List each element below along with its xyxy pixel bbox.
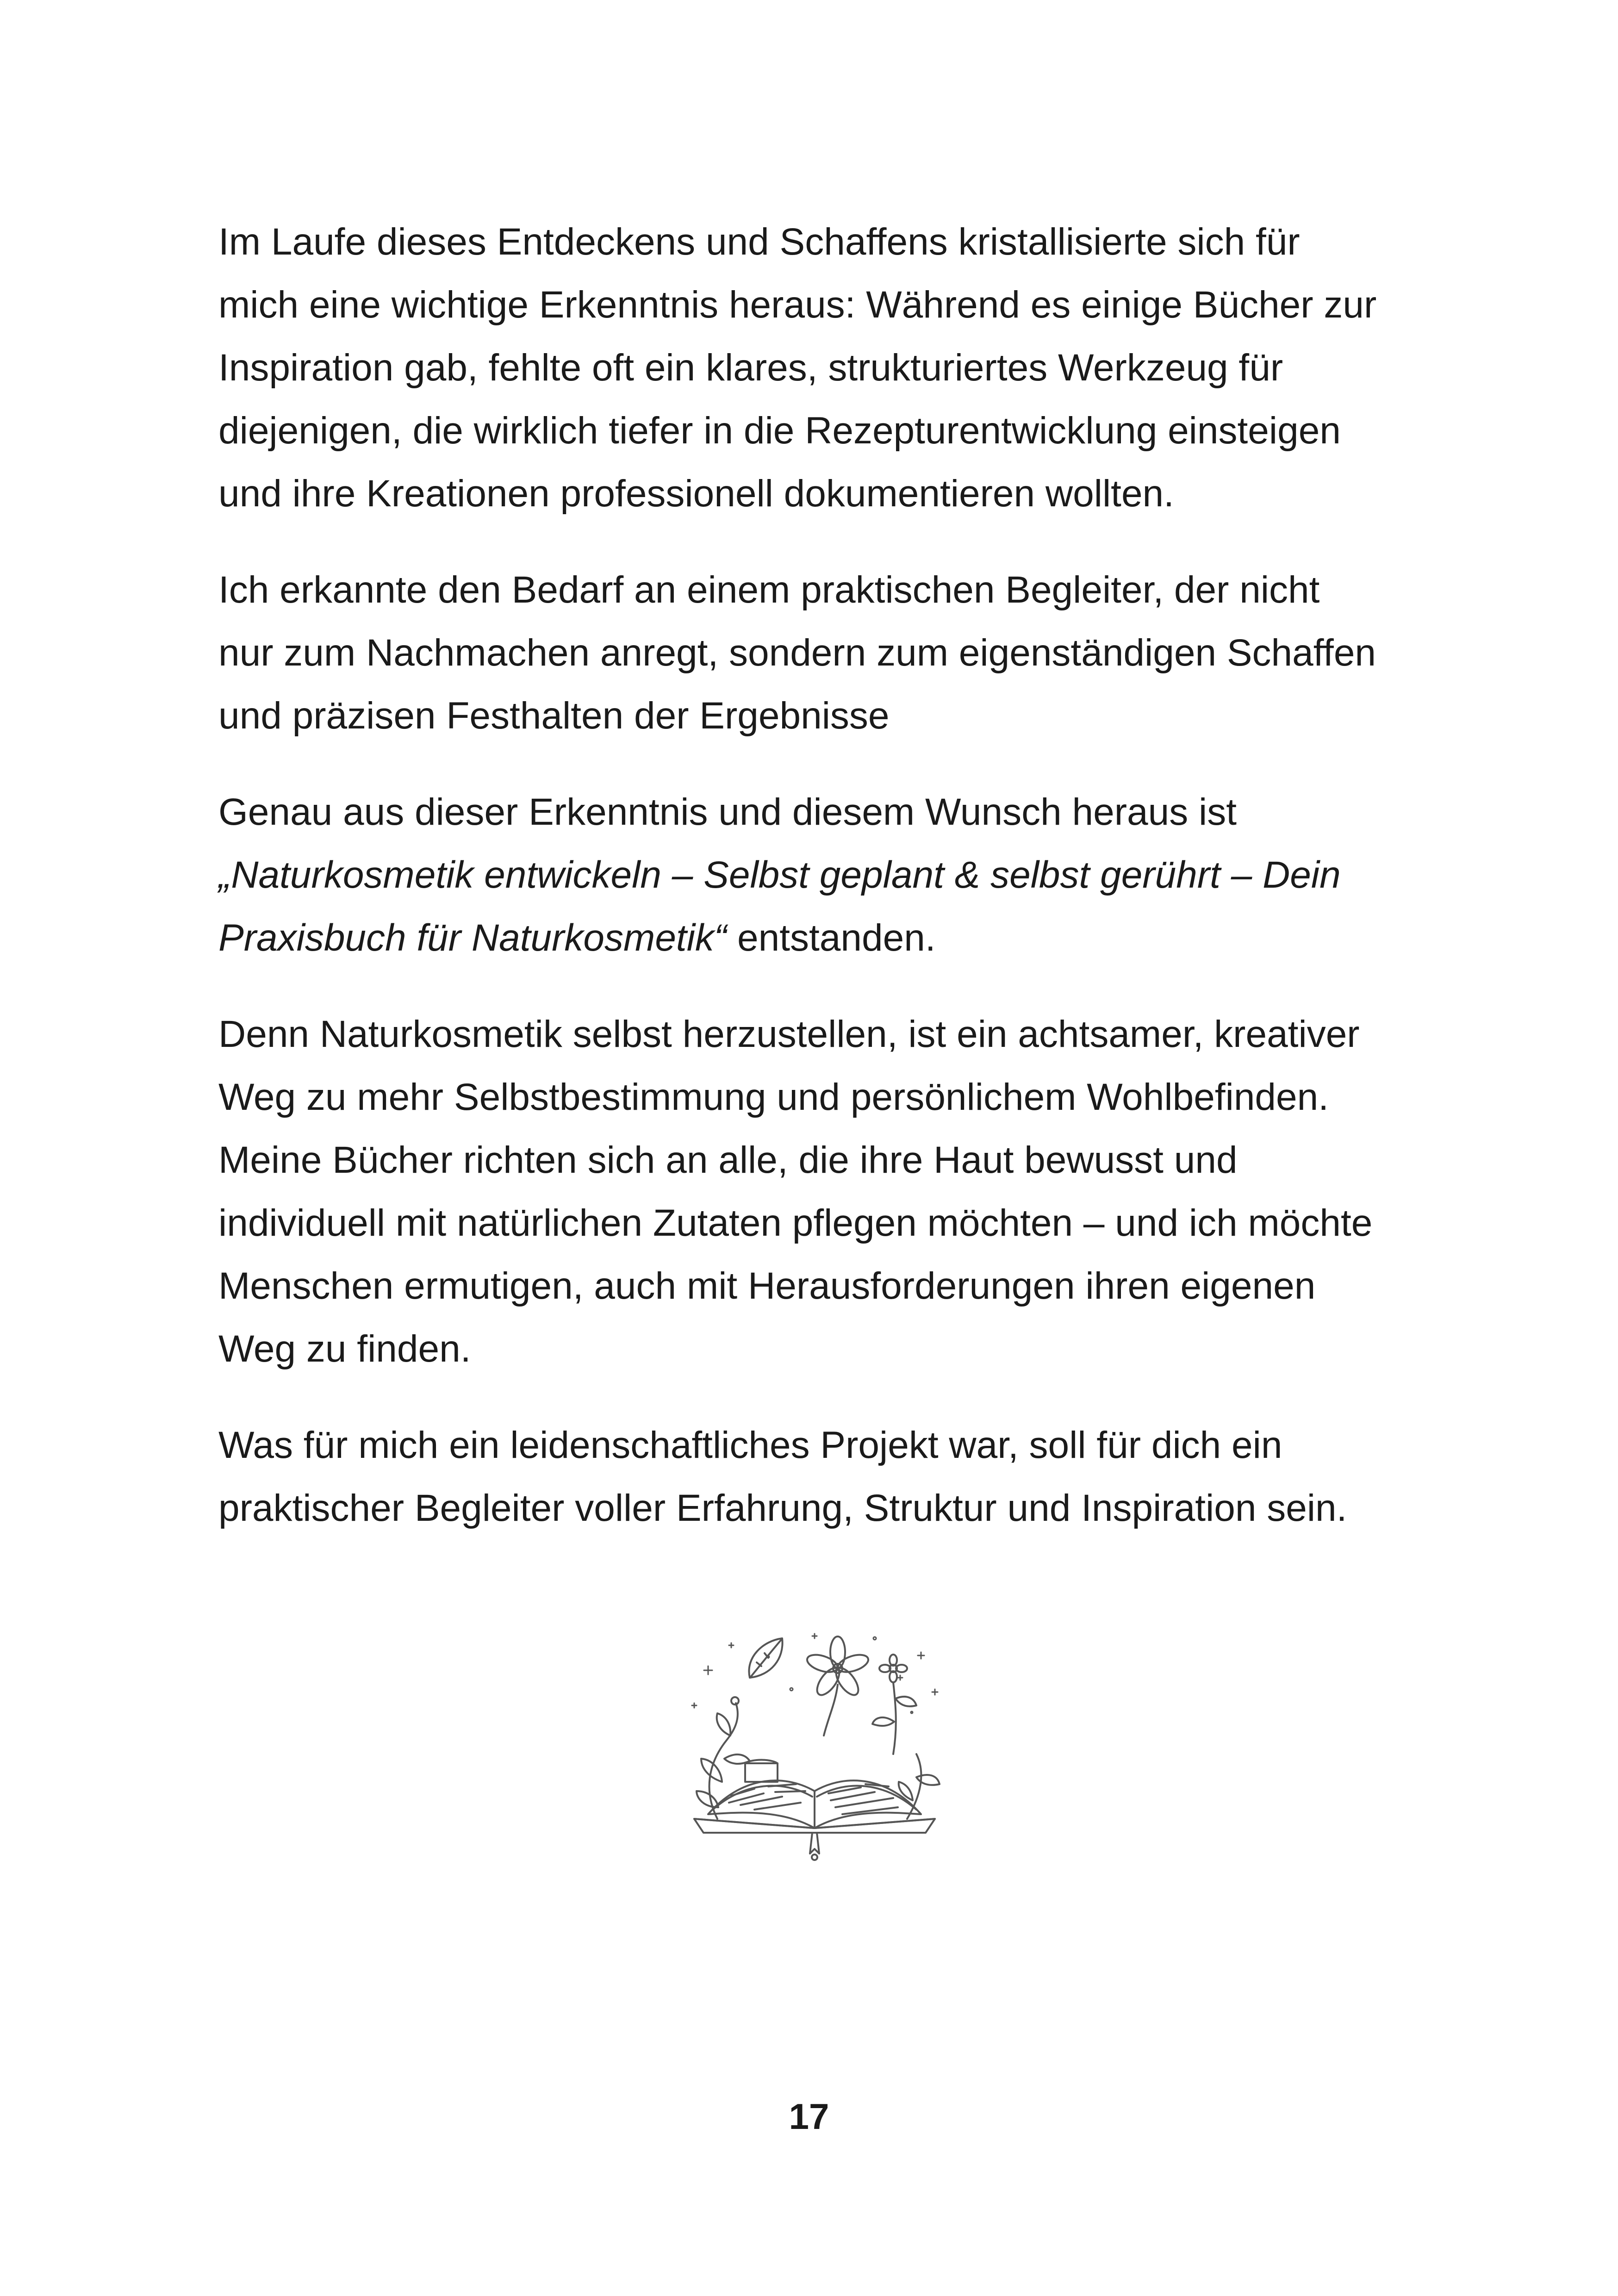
paragraph-4: Denn Naturkosmetik selbst herzustellen, ist ein achtsamer, kreativer Weg zu mehr Selbstbestimmung und persönlichem Wohlbefinden. Meine Bücher richten sich an alle, die ihre Haut bewusst und individuell mit natürlichen Zutaten pflegen möchten – und ich möchte Menschen ermutigen, auch mit Herausforderungen ihren eigenen Weg zu finden. bbox=[218, 1013, 1373, 1370]
paragraph-1: Im Laufe dieses Entdeckens und Schaffens kristallisierte sich für mich eine wichtige Erkenntnis heraus: Während es einige Bücher zur Inspiration gab, fehlte oft ein klares, strukturiertes Werkzeug für diejenigen, die wirklich tiefer in die Rezepturentwicklung einsteigen und ihre Kreationen professionell dokumentieren wollten. bbox=[218, 221, 1377, 515]
paragraph-2: Ich erkannte den Bedarf an einem praktischen Begleiter, der nicht nur zum Nachmachen anregt, sondern zum eigenständigen Schaffen und präzisen Festhalten der Ergebnisse bbox=[218, 569, 1376, 737]
book-title: „Naturkosmetik entwickeln – Selbst geplant & selbst gerührt – Dein Praxisbuch für Naturkosmetik“ bbox=[218, 854, 1341, 959]
page-number: 17 bbox=[789, 2096, 829, 2137]
paragraph-3-lead: Genau aus dieser Erkenntnis und diesem Wunsch heraus ist bbox=[218, 791, 1237, 833]
body-text bbox=[218, 211, 1422, 1573]
open-book-with-flowers-icon bbox=[676, 1624, 953, 1865]
paragraph-3-trail: entstanden. bbox=[727, 917, 936, 959]
paragraph-3 bbox=[218, 781, 1422, 970]
paragraph-5: Was für mich ein leidenschaftliches Projekt war, soll für dich ein praktischer Begleiter voller Erfahrung, Struktur und Inspiration sein. bbox=[218, 1424, 1347, 1529]
